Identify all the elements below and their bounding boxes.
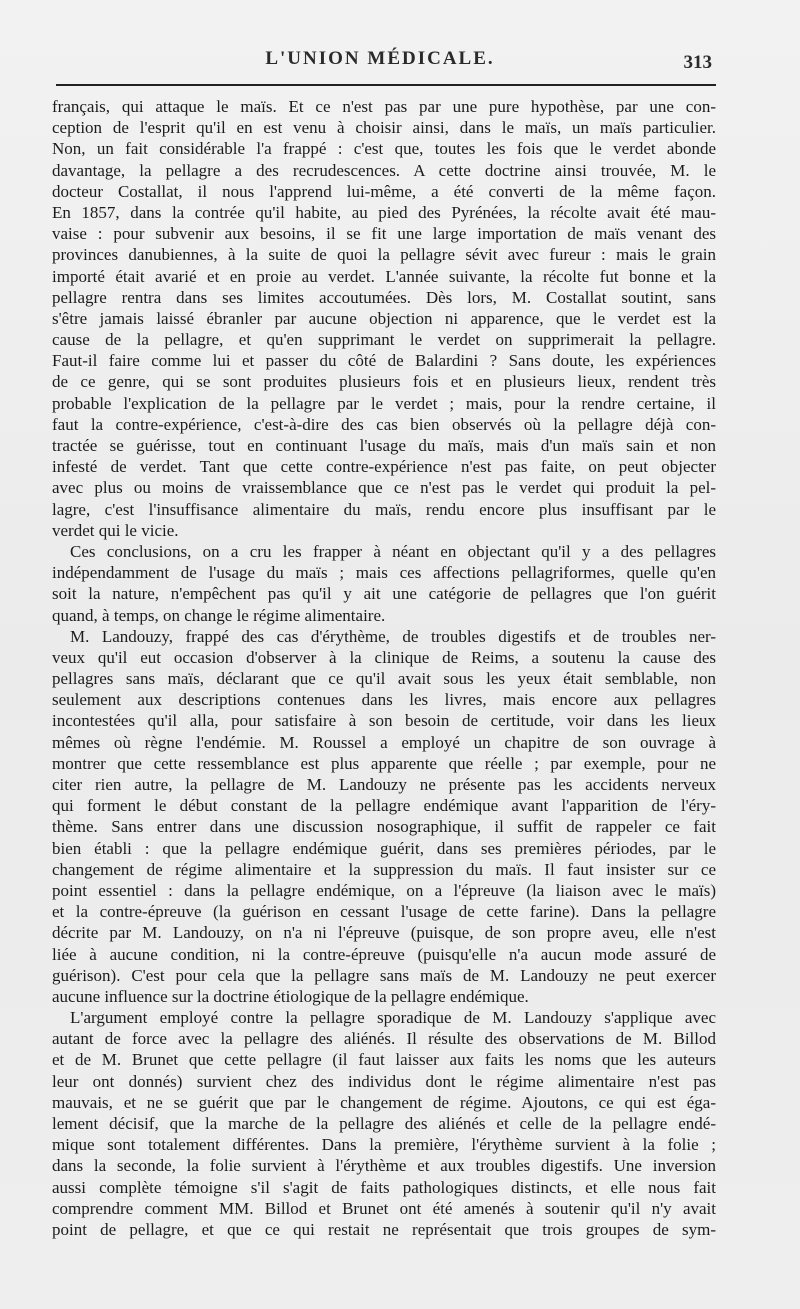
text-line: tractée se guérisse, tout en continuant l'usage du maïs, mais d'un maïs sain et non [52,436,716,455]
text-line: aucune influence sur la doctrine étiologique de la pellagre endémique. [52,986,529,1006]
text-line: infesté de verdet. Tant que cette contre-expérience n'est pas faite, on peut objecter [52,457,716,477]
text-line: indépendamment de l'usage du maïs ; mais ces affections pellagriformes, quelle qu'en [52,563,716,583]
text-line: ception de l'esprit qu'il en est venu à choisir ainsi, dans le maïs, un maïs particulier. [52,118,716,138]
text-line: seulement aux descriptions contenues dans les livres, mais encore aux pellagres [52,690,716,710]
body-text [52,96,716,1240]
text-line: probable l'explication de la pellagre par le verdet ; mais, pour la rendre certaine, il [52,393,716,413]
text-line: verdet qui le vicie. [52,520,179,540]
running-title: L'UNION MÉDICALE. [265,48,495,69]
text-line: s'être jamais laissé ébranler par aucune objection ni apparence, que le verdet est la [52,308,716,328]
text-line: guérison). C'est pour cela que la pellagre sans maïs de M. Landouzy ne peut exercer [52,965,716,985]
text-line: Ces conclusions, on a cru les frapper à néant en objectant qu'il y a des pellagres [70,541,716,561]
paragraph [52,1007,716,1240]
text-line: avec plus ou moins de vraissemblance que ce n'est pas le verdet qui produit la pel- [52,478,716,498]
text-line: thème. Sans entrer dans une discussion nosographique, il suffit de rappeler ce fait [52,817,716,837]
text-line: L'argument employé contre la pellagre sporadique de M. Landouzy s'applique avec [70,1008,716,1028]
text-line: français, qui attaque le maïs. Et ce n'est pas par une pure hypothèse, par une con- [52,97,716,116]
text-line: quand, à temps, on change le régime alimentaire. [52,605,386,625]
page-header [0,48,800,76]
text-line: soit la nature, n'empêchent pas qu'il y ait une catégorie de pellagres que l'on guérit [52,584,716,604]
text-line: M. Landouzy, frappé des cas d'érythème, de troubles digestifs et de troubles ner- [70,626,716,646]
text-line: liée à aucune condition, ni la contre-épreuve (puisqu'elle n'a aucun mode assuré de [52,944,716,964]
text-line: lagre, c'est l'insuffisance alimentaire du maïs, rendu encore plus insuffisant par le [52,499,716,519]
text-line: veux qu'il eut occasion d'observer à la clinique de Reims, a soutenu la cause des [52,647,716,667]
text-line: mique sont totalement différentes. Dans la première, l'érythème survient à la folie ; [52,1135,716,1155]
text-line: décrite par M. Landouzy, on n'a ni l'épreuve (puisque, de son propre aveu, elle n'est [52,923,716,943]
text-line: pellagres sans maïs, déclarant que ce qu'il avait sous les yeux était semblable, non [52,669,716,689]
text-line: dans la seconde, la folie survient à l'érythème et aux troubles digestifs. Une inversion [52,1156,716,1176]
text-line: qui forment le début constant de la pellagre endémique avant l'apparition de l'éry- [52,796,716,816]
text-line: En 1857, dans la contrée qu'il habite, au pied des Pyrénées, la récolte avait été mau- [52,202,716,222]
text-line: changement de régime alimentaire et la suppression du maïs. Il faut insister sur ce [52,859,716,879]
page-number: 313 [683,52,712,73]
text-line: Faut-il faire comme lui et passer du côté de Balardini ? Sans doute, les expériences [52,351,716,371]
text-line: point essentiel : dans la pellagre endémique, on a l'épreuve (la liaison avec le maïs) [52,880,716,900]
text-line: lement décisif, que la marche de la pellagre des aliénés et celle de la pellagre endé- [52,1114,716,1133]
text-line: davantage, la pellagre a des recrudescences. A cette doctrine ainsi trouvée, M. le [52,160,716,180]
text-line: comprendre comment MM. Billod et Brunet ont été amenés à soutenir qu'il n'y avait [52,1198,716,1218]
paragraph [52,626,716,1007]
text-line: faut la contre-expérience, c'est-à-dire des cas bien observés où la pellagre déjà con- [52,414,716,434]
text-line: de ce genre, qui se sont produites plusieurs fois et en plusieurs lieux, rendent très [52,372,716,392]
text-line: point de pellagre, et que ce qui restait ne représentait que trois groupes de sym- [52,1219,716,1239]
header-rule [56,84,716,86]
text-line: bien établi : que la pellagre endémique guérit, dans ses premières périodes, par le [52,838,716,858]
text-line: vaise : pour subvenir aux besoins, il se fit une large importation de maïs venant des [52,224,716,244]
text-line: incontestées qu'il alla, pour satisfaire à son besoin de certitude, voir dans les lieux [52,711,716,731]
text-line: autant de force avec la pellagre des aliénés. Il résulte des observations de M. Billod [52,1029,716,1049]
text-line: leur ont donnés) survient chez des individus dont le régime alimentaire n'est pas [52,1071,716,1091]
text-line: et la contre-épreuve (la guérison en cessant l'usage de cette farine). Dans la pellagre [52,902,716,922]
text-line: citer rien autre, la pellagre de M. Landouzy ne présente pas les accidents nerveux [52,775,716,794]
text-line: Non, un fait considérable l'a frappé : c'est que, toutes les fois que le verdet abonde [52,139,716,159]
paragraph [52,541,716,626]
text-line: montrer que cette ressemblance est plus apparente que réelle ; par exemple, pour ne [52,753,716,773]
text-line: pellagre rentra dans ses limites accoutumées. Dès lors, M. Costallat soutint, sans [52,287,716,307]
text-line: aussi complète témoigne s'il s'agit de faits pathologiques distincts, et elle nous fait [52,1177,716,1197]
text-line: mauvais, et ne se guérit que par le changement de régime. Ajoutons, ce qui est éga- [52,1092,716,1112]
text-line: docteur Costallat, il nous l'apprend lui-même, a été converti de la même façon. [52,181,716,201]
text-line: importé était avarié et en proie au verdet. L'année suivante, la récolte fut bonne et la [52,266,716,286]
text-line: provinces danubiennes, à la suite de quoi la pellagre sévit avec fureur : mais le grain [52,245,716,265]
text-line: cause de la pellagre, et qu'en supprimant le verdet on supprimerait la pellagre. [52,330,716,350]
text-line: et de M. Brunet que cette pellagre (il faut laisser aux faits les noms que les auteurs [52,1050,716,1070]
paragraph [52,96,716,541]
text-line: mêmes où règne l'endémie. M. Roussel a employé un chapitre de son ouvrage à [52,732,716,752]
